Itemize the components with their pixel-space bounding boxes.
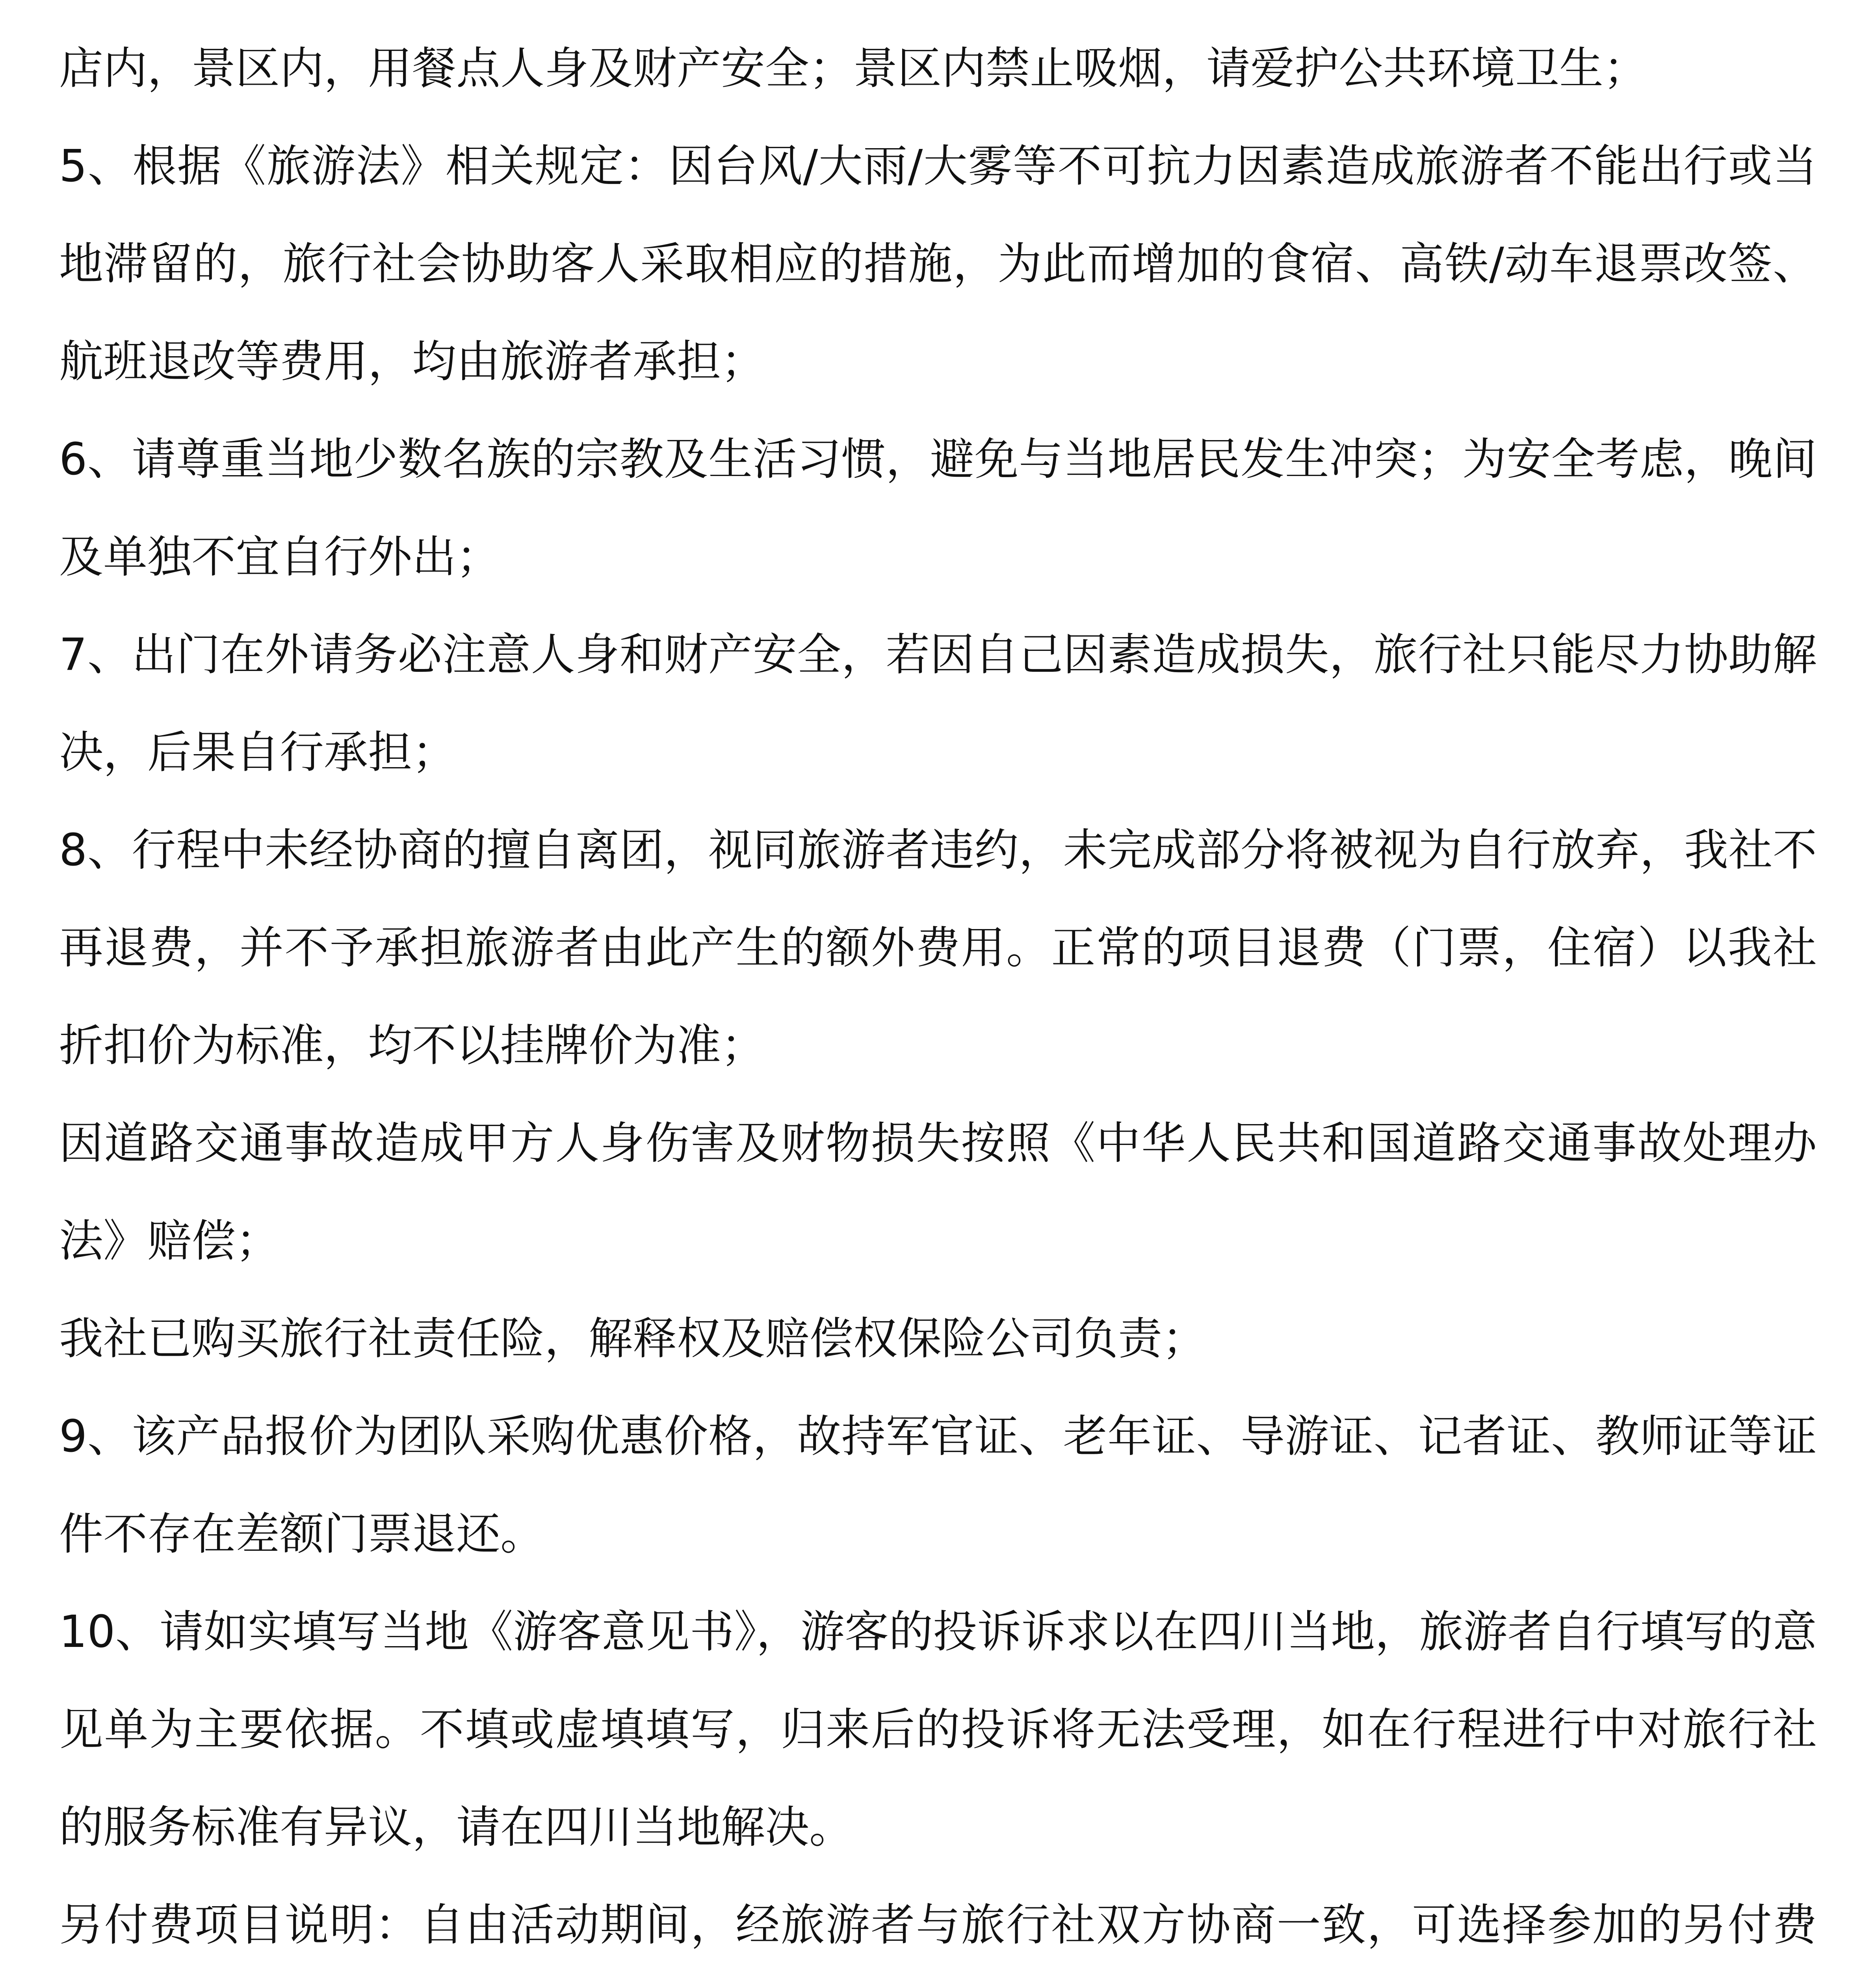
paragraph-traffic-accident: 因道路交通事故造成甲方人身伤害及财物损失按照《中华人民共和国道路交通事故处理办法》赔偿；	[59, 1118, 1817, 1267]
paragraph-item-10: 10、请如实填写当地《游客意见书》，游客的投诉诉求以在四川当地，旅游者自行填写的意见单为主要依据。不填或虚填填写，归来后的投诉将无法受理，如在行程进行中对旅行社的服务标准有异议，请在四川当地解决。	[59, 1606, 1817, 1853]
paragraph-safety-tail: 店内，景区内，用餐点人身及财产安全；景区内禁止吸烟，请爱护公共环境卫生；	[59, 43, 1648, 94]
paragraph-extra-fee-intro: 另付费项目说明：自由活动期间，经旅游者与旅行社双方协商一致，可选择参加的另付费	[59, 1899, 1817, 1951]
paragraph-item-8: 8、行程中未经协商的擅自离团，视同旅游者违约，未完成部分将被视为自行放弃，我社不再退费，并不予承担旅游者由此产生的额外费用。正常的项目退费（门票，住宿）以我社折扣价为标准，均不以挂牌价为准；	[59, 825, 1817, 1071]
paragraph-item-7: 7、出门在外请务必注意人身和财产安全，若因自己因素造成损失，旅行社只能尽力协助解决，后果自行承担；	[59, 629, 1817, 778]
paragraph-item-5: 5、根据《旅游法》相关规定：因台风/大雨/大雾等不可抗力因素造成旅游者不能出行或当地滞留的，旅行社会协助客人采取相应的措施，为此而增加的食宿、高铁/动车退票改签、航班退改等费用，均由旅游者承担；	[59, 141, 1817, 387]
paragraph-insurance: 我社已购买旅行社责任险，解释权及赔偿权保险公司负责；	[59, 1313, 1206, 1364]
paragraph-item-9: 9、该产品报价为团队采购优惠价格，故持军官证、老年证、导游证、记者证、教师证等证件不存在差额门票退还。	[59, 1411, 1817, 1560]
paragraph-item-6: 6、请尊重当地少数名族的宗教及生活习惯，避免与当地居民发生冲突；为安全考虑，晚间及单独不宜自行外出；	[59, 434, 1817, 583]
notice-text	[59, 20, 1817, 1970]
